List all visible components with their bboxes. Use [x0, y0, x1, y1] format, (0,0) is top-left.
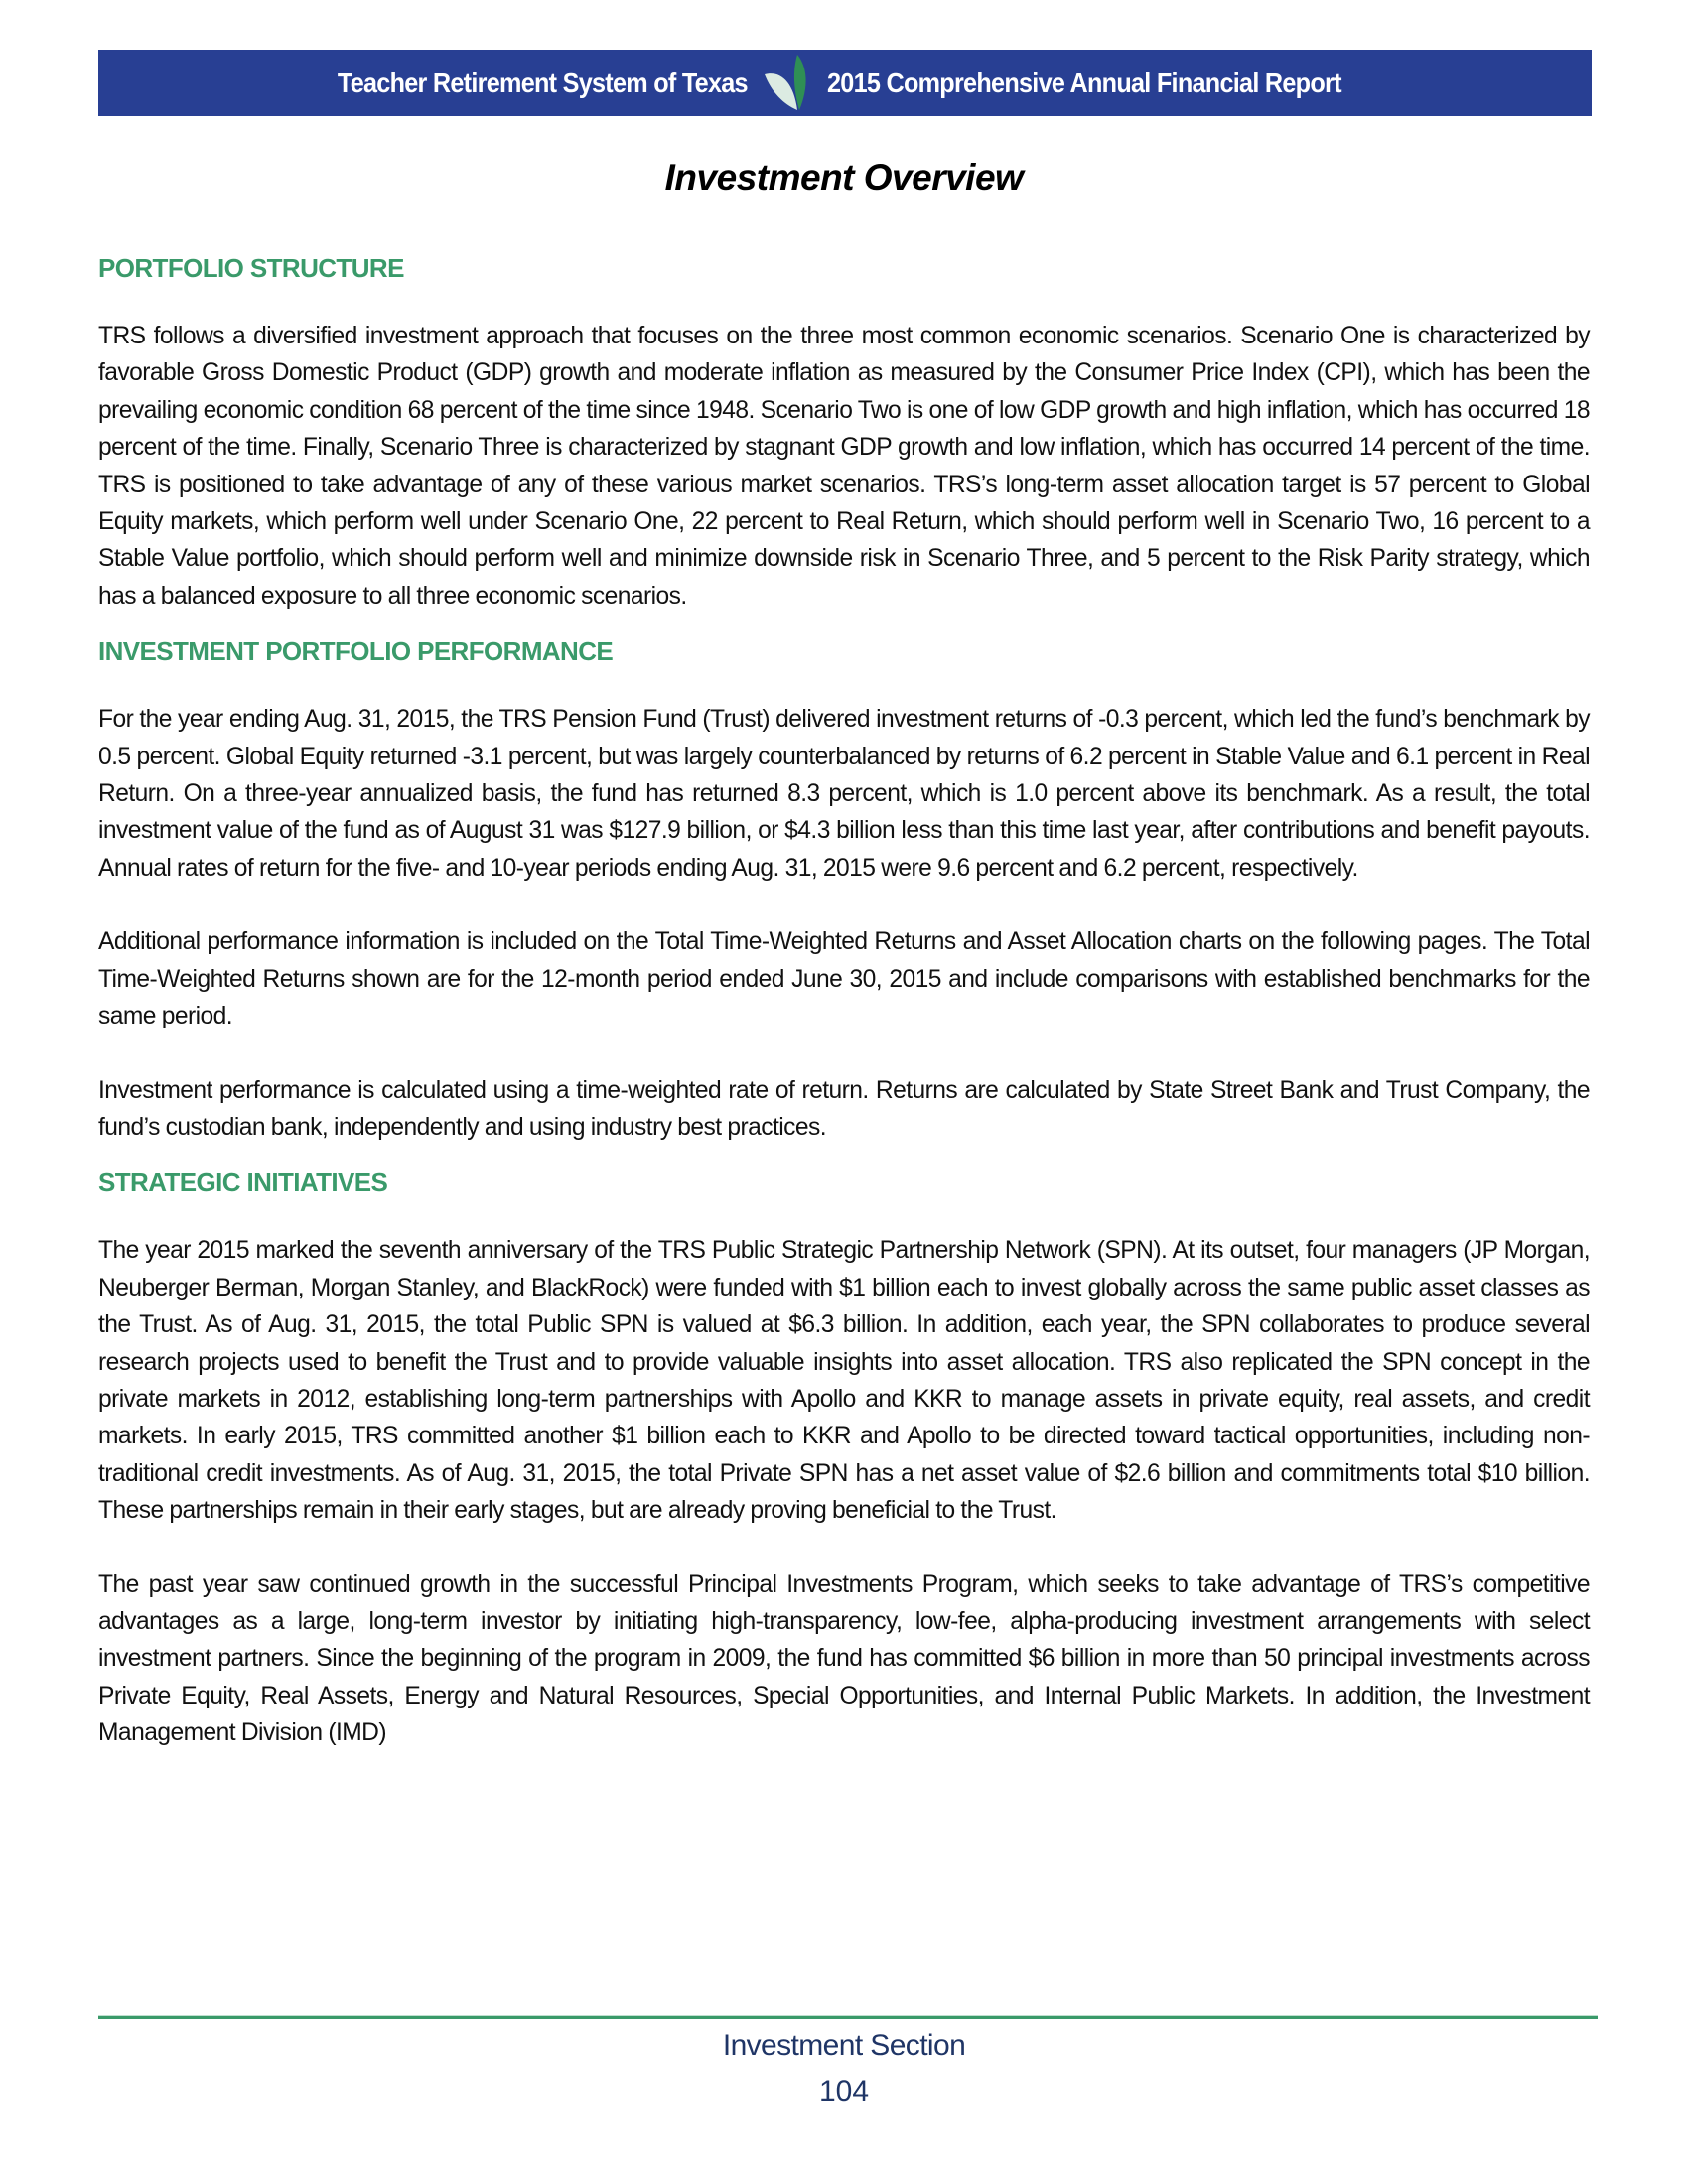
page-number: 104	[818, 2075, 870, 2108]
footer-divider	[98, 2015, 1598, 2019]
paragraph: For the year ending Aug. 31, 2015, the TRS Pension Fund (Trust) delivered investment returns of -0.3 percent, which led the fund’s benchmark by 0.5 percent. Global Equity returned -3.1 percent, but was largely counterbalanced by returns of 6.2 percent in Stable Value and 6.1 percent in Real Return. On a three-year annualized basis, the fund has returned 8.3 percent, which is 1.0 percent above its benchmark. As a result, the total investment value of the fund as of August 31 was $127.9 billion, or $4.3 billion less than this time last year, after contributions and benefit payouts. Annual rates of return for the five- and 10-year periods ending Aug. 31, 2015 were 9.6 percent and 6.2 percent, respectively.	[98, 706, 1590, 882]
header-organization-title: Teacher Retirement System of Texas	[337, 67, 748, 98]
section-heading: INVESTMENT PORTFOLIO PERFORMANCE	[98, 636, 614, 667]
footer-section-label: Investment Section	[722, 2029, 966, 2062]
section-portfolio-structure	[98, 248, 1590, 614]
leaf-icon	[762, 53, 813, 114]
page-title: Investment Overview	[664, 157, 1024, 198]
header-report-title: 2015 Comprehensive Annual Financial Report	[826, 67, 1341, 98]
section-heading: PORTFOLIO STRUCTURE	[98, 253, 404, 283]
header-banner	[98, 50, 1592, 116]
document-body	[98, 248, 1590, 1752]
section-investment-portfolio-performance	[98, 631, 1590, 1146]
paragraph: Investment performance is calculated using a time-weighted rate of return. Returns are calculated by State Street Bank and Trust Company, the fund’s custodian bank, independently and using industry best practices.	[98, 1076, 1590, 1141]
section-heading: STRATEGIC INITIATIVES	[98, 1167, 388, 1198]
paragraph: TRS follows a diversified investment approach that focuses on the three most common economic scenarios. Scenario One is characterized by favorable Gross Domestic Product (GDP) growth and moderate inflation as measured by the Consumer Price Index (CPI), which has been the prevailing economic condition 68 percent of the time since 1948. Scenario Two is one of low GDP growth and high inflation, which has occurred 18 percent of the time. Finally, Scenario Three is characterized by stagnant GDP growth and low inflation, which has occurred 14 percent of the time. TRS is positioned to take advantage of any of these various market scenarios. TRS’s long-term asset allocation target is 57 percent to Global Equity markets, which perform well under Scenario One, 22 percent to Real Return, which should perform well in Scenario Two, 16 percent to a Stable Value portfolio, which should perform well and minimize downside risk in Scenario Three, and 5 percent to the Risk Parity strategy, which has a balanced exposure to all three economic scenarios.	[98, 323, 1590, 610]
paragraph: The year 2015 marked the seventh anniversary of the TRS Public Strategic Partnership Network (SPN). At its outset, four managers (JP Morgan, Neuberger Berman, Morgan Stanley, and BlackRock) were funded with $1 billion each to invest globally across the same public asset classes as the Trust. As of Aug. 31, 2015, the total Public SPN is valued at $6.3 billion. In addition, each year, the SPN collaborates to produce several research projects used to benefit the Trust and to provide valuable insights into asset allocation. TRS also replicated the SPN concept in the private markets in 2012, establishing long-term partnerships with Apollo and KKR to manage assets in private equity, real assets, and credit markets. In early 2015, TRS committed another $1 billion each to KKR and Apollo to be directed toward tactical opportunities, including non-traditional credit investments. As of Aug. 31, 2015, the total Private SPN has a net asset value of $2.6 billion and commitments total $10 billion. These partnerships remain in their early stages, but are already proving beneficial to the Trust.	[98, 1237, 1590, 1525]
paragraph: The past year saw continued growth in the successful Principal Investments Program, which seeks to take advantage of TRS’s competitive advantages as a large, long-term investor by initiating high-transparency, low-fee, alpha-producing investment arrangements with select investment partners. Since the beginning of the program in 2009, the fund has committed $6 billion in more than 50 principal investments across Private Equity, Real Assets, Energy and Natural Resources, Special Opportunities, and Internal Public Markets. In addition, the Investment Management Division (IMD)	[98, 1570, 1590, 1747]
paragraph: Additional performance information is included on the Total Time-Weighted Returns and Asset Allocation charts on the following pages. The Total Time-Weighted Returns shown are for the 12-month period ended June 30, 2015 and include comparisons with established benchmarks for the same period.	[98, 928, 1590, 1030]
section-strategic-initiatives	[98, 1162, 1590, 1751]
